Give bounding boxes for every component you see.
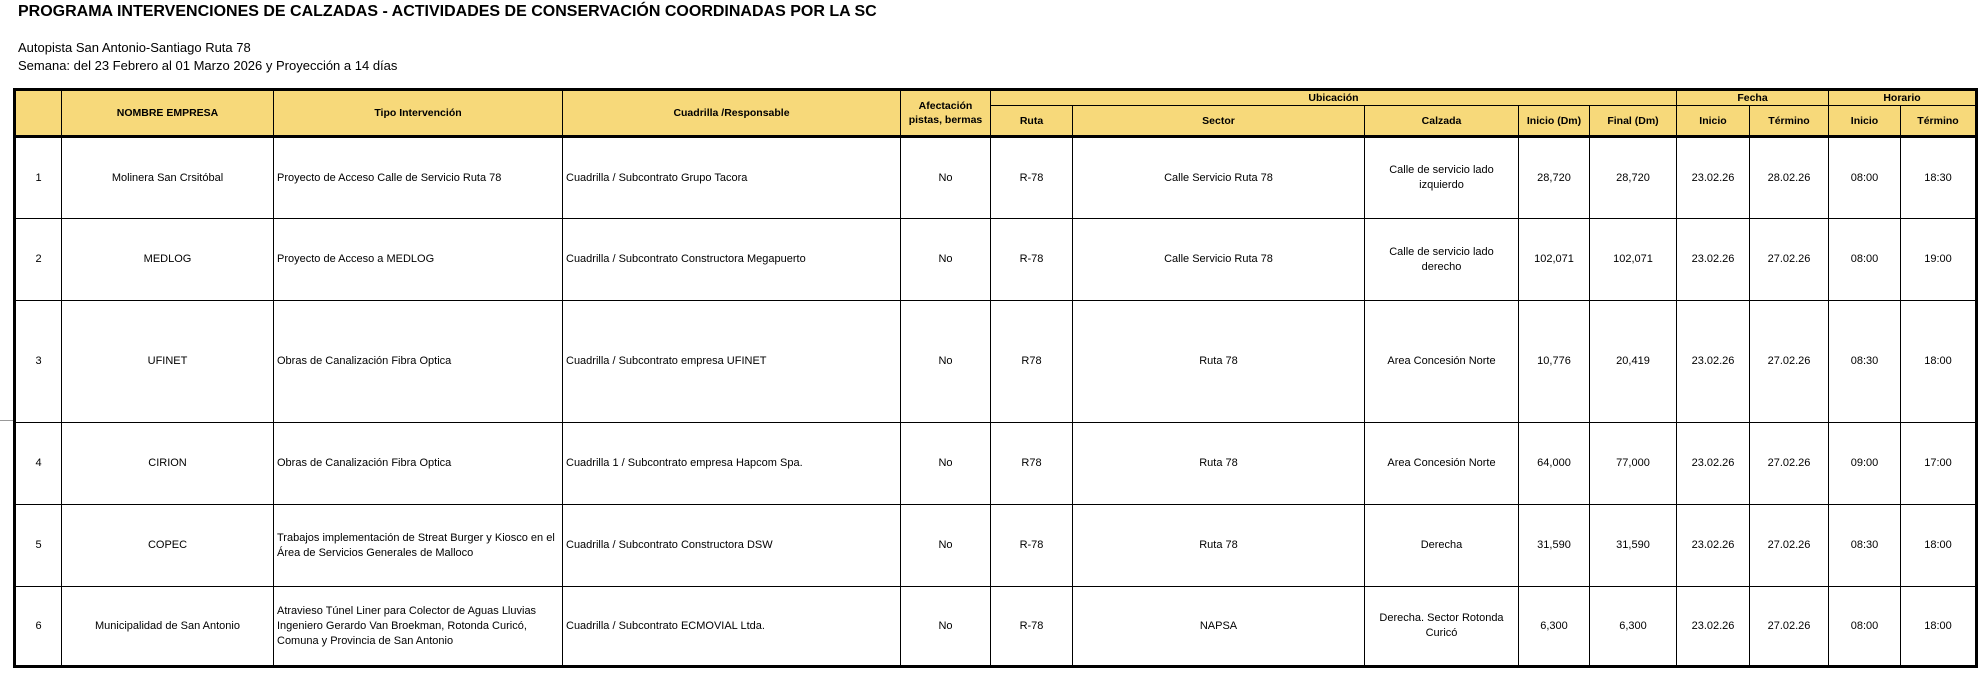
tipo-cell: Obras de Canalización Fibra Optica (274, 423, 563, 505)
final-dm-cell: 20,419 (1590, 301, 1677, 423)
hora-inicio-cell: 08:30 (1829, 301, 1901, 423)
fecha-inicio-cell: 23.02.26 (1677, 505, 1750, 587)
table-row (15, 587, 1977, 667)
ruta-cell: R78 (991, 301, 1073, 423)
cuadrilla-cell: Cuadrilla / Subcontrato Constructora DSW (563, 505, 901, 587)
cuadrilla-cell: Cuadrilla 1 / Subcontrato empresa Hapcom Spa. (563, 423, 901, 505)
ruta-cell: R-78 (991, 219, 1073, 301)
table-row (15, 219, 1977, 301)
project-subtitle: Autopista San Antonio-Santiago Ruta 78 (18, 40, 251, 55)
hora-termino-cell: 18:00 (1901, 505, 1977, 587)
afectacion-cell: No (901, 219, 991, 301)
fecha-inicio-cell: 23.02.26 (1677, 587, 1750, 667)
fecha-termino-cell: 27.02.26 (1750, 301, 1829, 423)
final-dm-cell: 6,300 (1590, 587, 1677, 667)
table-row (15, 423, 1977, 505)
header-final-dm: Final (Dm) (1590, 106, 1677, 137)
hora-termino-cell: 19:00 (1901, 219, 1977, 301)
tipo-cell: Atravieso Túnel Liner para Colector de Aguas Lluvias Ingeniero Gerardo Van Broekman, Rotonda Curicó, Comuna y Provincia de San Antonio (274, 587, 563, 667)
header-ubicacion: Ubicación (991, 90, 1677, 106)
hora-termino-cell: 17:00 (1901, 423, 1977, 505)
empresa-cell: UFINET (62, 301, 274, 423)
hora-inicio-cell: 08:00 (1829, 587, 1901, 667)
ruta-cell: R78 (991, 423, 1073, 505)
fecha-inicio-cell: 23.02.26 (1677, 137, 1750, 219)
afectacion-cell: No (901, 587, 991, 667)
afectacion-cell: No (901, 137, 991, 219)
header-fecha-inicio: Inicio (1677, 106, 1750, 137)
fecha-termino-cell: 27.02.26 (1750, 587, 1829, 667)
afectacion-cell: No (901, 423, 991, 505)
tipo-cell: Proyecto de Acceso Calle de Servicio Ruta 78 (274, 137, 563, 219)
row-number: 5 (15, 505, 62, 587)
sector-cell: Ruta 78 (1073, 301, 1365, 423)
page-title: PROGRAMA INTERVENCIONES DE CALZADAS - ACTIVIDADES DE CONSERVACIÓN COORDINADAS POR LA SC (18, 3, 877, 20)
final-dm-cell: 28,720 (1590, 137, 1677, 219)
sector-cell: Ruta 78 (1073, 505, 1365, 587)
header-sector: Sector (1073, 106, 1365, 137)
table-row (15, 137, 1977, 219)
fecha-inicio-cell: 23.02.26 (1677, 423, 1750, 505)
page-divider (0, 420, 14, 421)
header-horario: Horario (1829, 90, 1977, 106)
header-fecha: Fecha (1677, 90, 1829, 106)
inicio-dm-cell: 31,590 (1519, 505, 1590, 587)
calzada-cell: Area Concesión Norte (1365, 423, 1519, 505)
inicio-dm-cell: 10,776 (1519, 301, 1590, 423)
hora-inicio-cell: 08:00 (1829, 219, 1901, 301)
ruta-cell: R-78 (991, 587, 1073, 667)
calzada-cell: Calle de servicio lado derecho (1365, 219, 1519, 301)
hora-inicio-cell: 08:00 (1829, 137, 1901, 219)
fecha-termino-cell: 27.02.26 (1750, 423, 1829, 505)
row-number: 6 (15, 587, 62, 667)
table-row (15, 505, 1977, 587)
sector-cell: Calle Servicio Ruta 78 (1073, 137, 1365, 219)
hora-inicio-cell: 08:30 (1829, 505, 1901, 587)
sector-cell: NAPSA (1073, 587, 1365, 667)
inicio-dm-cell: 6,300 (1519, 587, 1590, 667)
header-fecha-termino: Término (1750, 106, 1829, 137)
empresa-cell: Municipalidad de San Antonio (62, 587, 274, 667)
inicio-dm-cell: 28,720 (1519, 137, 1590, 219)
hora-termino-cell: 18:00 (1901, 587, 1977, 667)
empresa-cell: Molinera San Crsitóbal (62, 137, 274, 219)
cuadrilla-cell: Cuadrilla / Subcontrato empresa UFINET (563, 301, 901, 423)
inicio-dm-cell: 64,000 (1519, 423, 1590, 505)
interventions-table (13, 88, 1978, 668)
final-dm-cell: 31,590 (1590, 505, 1677, 587)
fecha-inicio-cell: 23.02.26 (1677, 301, 1750, 423)
table-row (15, 301, 1977, 423)
empresa-cell: CIRION (62, 423, 274, 505)
inicio-dm-cell: 102,071 (1519, 219, 1590, 301)
calzada-cell: Calle de servicio lado izquierdo (1365, 137, 1519, 219)
fecha-termino-cell: 28.02.26 (1750, 137, 1829, 219)
row-number: 1 (15, 137, 62, 219)
sector-cell: Ruta 78 (1073, 423, 1365, 505)
header-hora-termino: Término (1901, 106, 1977, 137)
sector-cell: Calle Servicio Ruta 78 (1073, 219, 1365, 301)
final-dm-cell: 77,000 (1590, 423, 1677, 505)
fecha-termino-cell: 27.02.26 (1750, 219, 1829, 301)
row-number: 4 (15, 423, 62, 505)
header-ruta: Ruta (991, 106, 1073, 137)
calzada-cell: Area Concesión Norte (1365, 301, 1519, 423)
cuadrilla-cell: Cuadrilla / Subcontrato Constructora Megapuerto (563, 219, 901, 301)
week-subtitle: Semana: del 23 Febrero al 01 Marzo 2026 y Proyección a 14 días (18, 58, 398, 73)
empresa-cell: COPEC (62, 505, 274, 587)
row-number: 3 (15, 301, 62, 423)
fecha-inicio-cell: 23.02.26 (1677, 219, 1750, 301)
header-afectacion: Afectación pistas, bermas (901, 90, 991, 137)
final-dm-cell: 102,071 (1590, 219, 1677, 301)
hora-termino-cell: 18:30 (1901, 137, 1977, 219)
fecha-termino-cell: 27.02.26 (1750, 505, 1829, 587)
header-num (15, 90, 62, 137)
empresa-cell: MEDLOG (62, 219, 274, 301)
hora-termino-cell: 18:00 (1901, 301, 1977, 423)
header-empresa: NOMBRE EMPRESA (62, 90, 274, 137)
ruta-cell: R-78 (991, 505, 1073, 587)
cuadrilla-cell: Cuadrilla / Subcontrato ECMOVIAL Ltda. (563, 587, 901, 667)
row-number: 2 (15, 219, 62, 301)
tipo-cell: Obras de Canalización Fibra Optica (274, 301, 563, 423)
header-cuadrilla: Cuadrilla /Responsable (563, 90, 901, 137)
afectacion-cell: No (901, 301, 991, 423)
afectacion-cell: No (901, 505, 991, 587)
header-calzada: Calzada (1365, 106, 1519, 137)
header-hora-inicio: Inicio (1829, 106, 1901, 137)
header-tipo: Tipo Intervención (274, 90, 563, 137)
cuadrilla-cell: Cuadrilla / Subcontrato Grupo Tacora (563, 137, 901, 219)
ruta-cell: R-78 (991, 137, 1073, 219)
tipo-cell: Proyecto de Acceso a MEDLOG (274, 219, 563, 301)
calzada-cell: Derecha (1365, 505, 1519, 587)
hora-inicio-cell: 09:00 (1829, 423, 1901, 505)
calzada-cell: Derecha. Sector Rotonda Curicó (1365, 587, 1519, 667)
tipo-cell: Trabajos implementación de Streat Burger y Kiosco en el Área de Servicios Generales de Malloco (274, 505, 563, 587)
header-inicio-dm: Inicio (Dm) (1519, 106, 1590, 137)
